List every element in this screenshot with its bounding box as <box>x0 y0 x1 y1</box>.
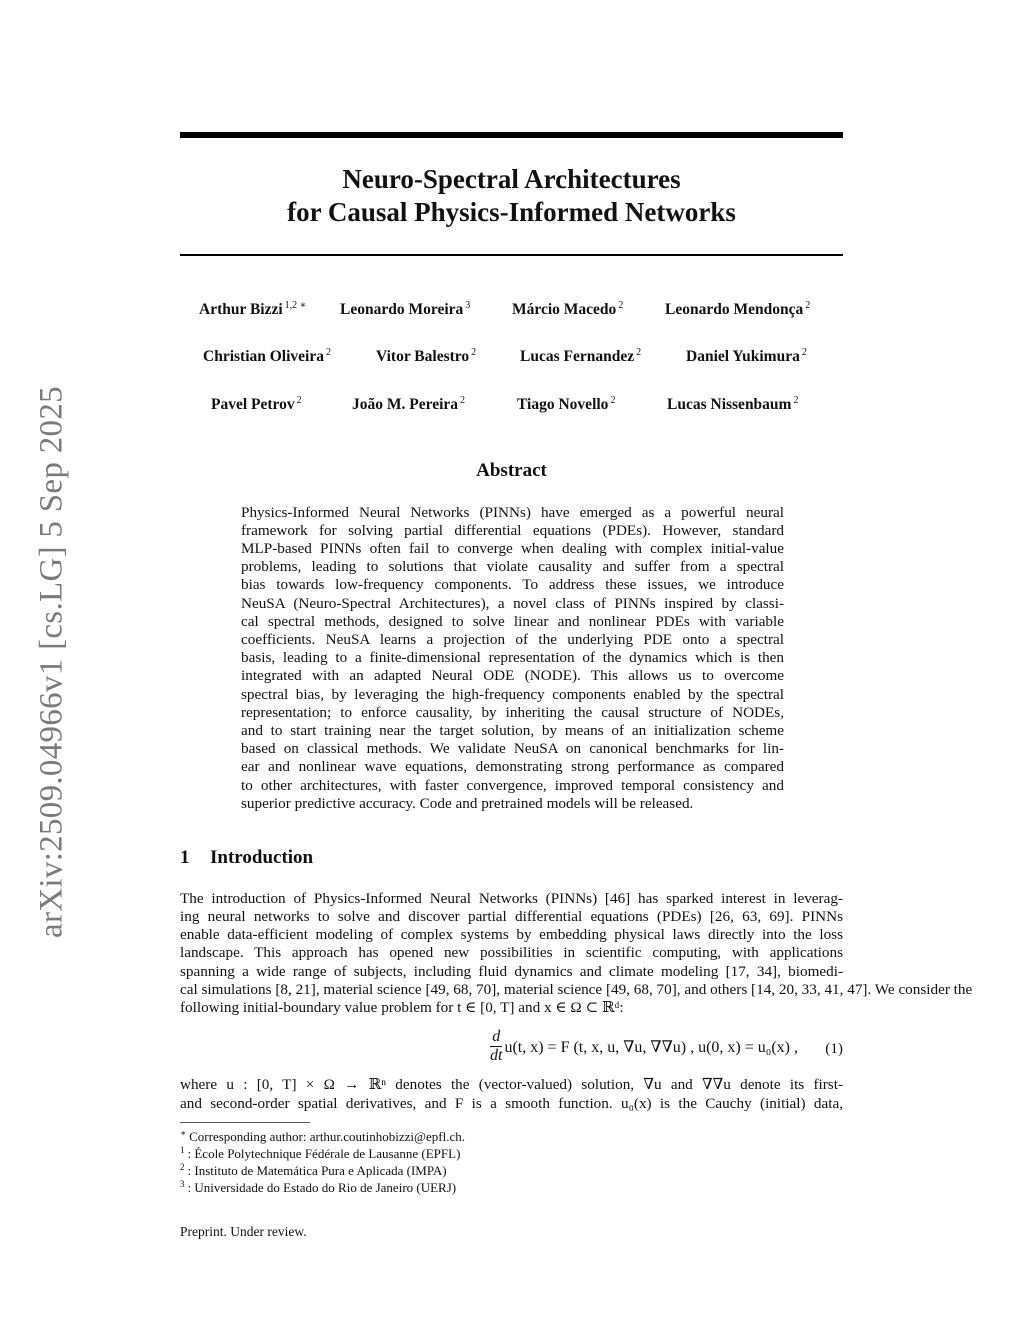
section-number: 1 <box>180 847 190 868</box>
author-row-1 <box>180 300 843 322</box>
preprint-notice: Preprint. Under review. <box>180 1224 307 1239</box>
footnote: $^3$ : Universidade do Estado do Rio de Janeiro (UERJ) <box>180 1179 457 1195</box>
abstract-line: Physics-Informed Neural Networks (PINNs) have emerged as a powerful neural <box>241 504 784 521</box>
equation-body <box>490 1028 798 1065</box>
abstract-line: basis, leading to a finite-dimensional representation of the dynamics which is then <box>241 649 784 666</box>
author: Lucas Nissenbaum $^2$ <box>667 395 799 413</box>
footnote: $^1$ : École Polytechnique Fédérale de Lausanne (EPFL) <box>180 1145 461 1161</box>
author: Vitor Balestro $^2$ <box>376 347 477 365</box>
abstract-line: and to start training near the target solution, by means of an initialization scheme <box>241 722 784 739</box>
abstract-line: to other architectures, with faster convergence, improved temporal consistency and <box>241 777 784 794</box>
author: Christian Oliveira $^2$ <box>203 347 331 365</box>
abstract-line: based on classical methods. We validate NeuSA on canonical benchmarks for lin- <box>241 740 784 757</box>
author: João M. Pereira $^2$ <box>352 395 466 413</box>
title-bottom-rule <box>180 254 843 256</box>
body-line: spanning a wide range of subjects, including fluid dynamics and climate modeling [17, 34], biomedi- <box>180 963 843 980</box>
author: Leonardo Mendonça $^2$ <box>665 300 811 318</box>
author: Daniel Yukimura $^2$ <box>686 347 807 365</box>
abstract-heading: Abstract <box>476 460 547 481</box>
author: Márcio Macedo $^2$ <box>512 300 624 318</box>
author: Leonardo Moreira $^3$ <box>340 300 471 318</box>
abstract-line: problems, leading to solutions that violate causality and suffer from a spectral <box>241 558 784 575</box>
body-line: cal simulations [8, 21], material science [49, 68, 70], material science [49, 68, 70], and others [14, 20, 33, 41, 47]. We consider the <box>180 981 973 998</box>
author: Pavel Petrov $^2$ <box>211 395 302 413</box>
equation-number: (1) <box>825 1040 843 1057</box>
footnote: ∗ Corresponding author: arthur.coutinhobizzi@epfl.ch. <box>180 1128 466 1144</box>
section-heading-introduction <box>180 847 313 869</box>
title-top-rule <box>180 132 843 138</box>
author: Lucas Fernandez $^2$ <box>520 347 642 365</box>
title-line-1: Neuro-Spectral Architectures <box>342 164 681 194</box>
section-title: Introduction <box>210 847 314 868</box>
body-line: enable data-efficient modeling of complex systems by embedding physical laws directly into the loss <box>180 926 843 943</box>
body-line: The introduction of Physics-Informed Neural Networks (PINNs) [46] has sparked interest in leverag- <box>180 890 843 907</box>
abstract-line: framework for solving partial differential equations (PDEs). However, standard <box>241 522 784 539</box>
body-line: following initial-boundary value problem for t ∈ [0, T] and x ∈ Ω ⊂ ℝᵈ: <box>180 999 624 1016</box>
author-row-3 <box>180 395 843 417</box>
title-line-2: for Causal Physics-Informed Networks <box>287 197 736 227</box>
footnote-rule <box>180 1122 310 1123</box>
equation-1 <box>180 1028 843 1072</box>
abstract-line: representation; to enforce causality, by inheriting the causal structure of NODEs, <box>241 704 784 721</box>
fraction-numerator: d <box>490 1028 502 1047</box>
author: Tiago Novello $^2$ <box>517 395 616 413</box>
abstract-line: cal spectral methods, designed to solve linear and nonlinear PDEs with variable <box>241 613 784 630</box>
author: Arthur Bizzi $^{1,2 ∗}$ <box>199 300 307 318</box>
footnote: $^2$ : Instituto de Matemática Pura e Aplicada (IMPA) <box>180 1162 447 1178</box>
fraction-denominator: dt <box>490 1047 503 1064</box>
paper-title <box>180 163 843 229</box>
body-line: and second-order spatial derivatives, and F is a smooth function. u₀(x) is the Cauchy (initial) data, <box>180 1095 843 1112</box>
abstract-line: MLP-based PINNs often fail to converge when dealing with complex initial-value <box>241 540 784 557</box>
author-row-2 <box>180 347 843 369</box>
equation-expression: u(t, x) = F (t, x, u, ∇u, ∇∇u) , u(0, x) = u₀(x) , <box>504 1038 799 1056</box>
abstract-line: superior predictive accuracy. Code and pretrained models will be released. <box>241 795 694 812</box>
abstract-line: integrated with an adapted Neural ODE (NODE). This allows us to overcome <box>241 667 784 684</box>
body-line: ing neural networks to solve and discover partial differential equations (PDEs) [26, 63, 69]. PINNs <box>180 908 843 925</box>
derivative-fraction <box>490 1028 502 1065</box>
abstract-line: NeuSA (Neuro-Spectral Architectures), a novel class of PINNs inspired by classi- <box>241 595 784 612</box>
abstract-line: coefficients. NeuSA learns a projection of the underlying PDE onto a spectral <box>241 631 784 648</box>
abstract-line: bias towards low-frequency components. To address these issues, we introduce <box>241 576 784 593</box>
abstract-line: spectral bias, by leveraging the high-frequency components enabled by the spectral <box>241 686 784 703</box>
abstract-line: ear and nonlinear wave equations, demonstrating strong performance as compared <box>241 758 784 775</box>
arxiv-identifier-stamp: arXiv:2509.04966v1 [cs.LG] 5 Sep 2025 <box>33 386 70 938</box>
body-line: landscape. This approach has opened new possibilities in scientific computing, with applications <box>180 944 843 961</box>
body-line: where u : [0, T] × Ω → ℝⁿ denotes the (vector-valued) solution, ∇u and ∇∇u denote its first- <box>180 1076 843 1093</box>
